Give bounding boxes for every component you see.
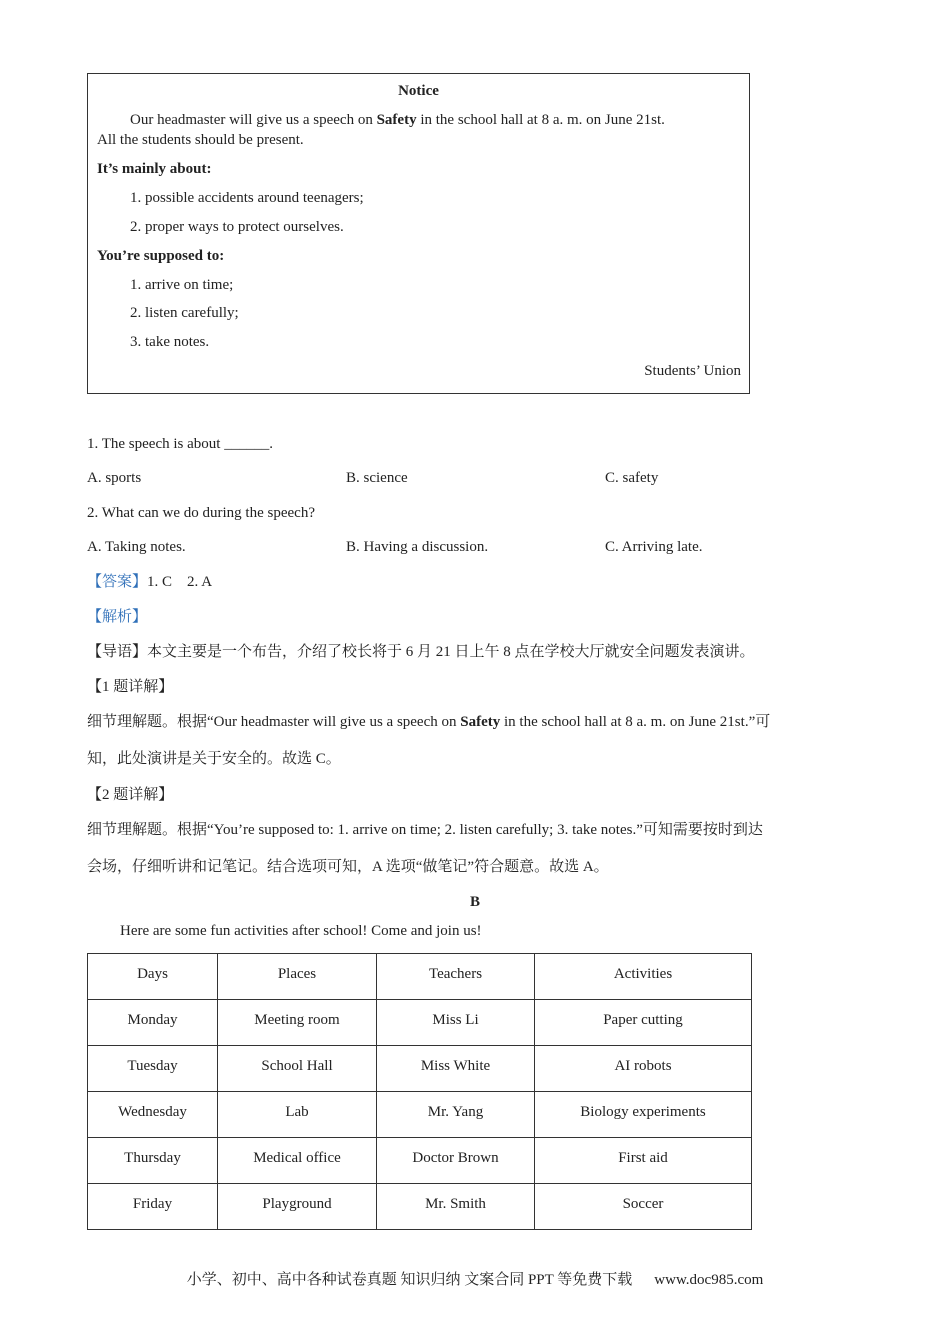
table-cell: Paper cutting (535, 1000, 752, 1046)
question-2-option-a: A. Taking notes. (87, 539, 186, 555)
analysis-label: 【解析】 (87, 609, 148, 625)
q1-detail-bold: Safety (460, 714, 501, 730)
q1-detail-text: 细节理解题。根据“Our headmaster will give us a speech on (87, 714, 461, 730)
notice-intro-bold: Safety (376, 112, 417, 128)
footer-site-link[interactable]: www.doc985.com (654, 1272, 764, 1288)
table-header-cell: Places (218, 954, 377, 1000)
table-cell: Mr. Yang (377, 1092, 535, 1138)
table-cell: First aid (535, 1138, 752, 1184)
table-cell: Soccer (535, 1184, 752, 1230)
notice-intro-text-end: in the school hall at 8 a. m. on June 21st. (416, 112, 665, 128)
table-cell: Thursday (88, 1138, 218, 1184)
table-row (88, 1046, 752, 1092)
q1-detail-line2: 知，此处演讲是关于安全的。故选 C。 (87, 751, 341, 767)
supposed-item: 2. listen carefully; (130, 305, 239, 321)
table-cell: Meeting room (218, 1000, 377, 1046)
notice-title: Notice (398, 83, 439, 99)
table-cell: Mr. Smith (377, 1184, 535, 1230)
table-cell: Doctor Brown (377, 1138, 535, 1184)
table-cell: AI robots (535, 1046, 752, 1092)
question-2-stem: 2. What can we do during the speech? (87, 505, 315, 521)
table-cell: Lab (218, 1092, 377, 1138)
answer-line (87, 572, 212, 592)
table-cell: Tuesday (88, 1046, 218, 1092)
q2-heading: 【2 题详解】 (87, 787, 174, 803)
supposed-item: 3. take notes. (130, 334, 210, 350)
table-header-cell: Activities (535, 954, 752, 1000)
q2-detail-line1: 细节理解题。根据“You’re supposed to: 1. arrive on time; 2. listen carefully; 3. take notes.”可知需要按时到达 (87, 822, 763, 838)
table-row (88, 1184, 752, 1230)
about-heading: It’s mainly about: (97, 161, 212, 177)
answer-text: 1. C 2. A (147, 574, 213, 590)
table-header-cell: Teachers (377, 954, 535, 1000)
guide-text: 【导语】本文主要是一个布告，介绍了校长将于 6 月 21 日上午 8 点在学校大厅就安全问题发表演讲。 (87, 644, 755, 660)
table-header-row (88, 954, 752, 1000)
table-row (88, 1138, 752, 1184)
table-cell: Medical office (218, 1138, 377, 1184)
page-footer (0, 1268, 950, 1289)
question-1-option-b: B. science (346, 470, 408, 486)
table-row (88, 1000, 752, 1046)
question-1-stem: 1. The speech is about ______. (87, 436, 273, 452)
notice-intro-line2: All the students should be present. (97, 132, 304, 148)
table-header-cell: Days (88, 954, 218, 1000)
notice-signature: Students’ Union (644, 363, 741, 379)
notice-intro-text: Our headmaster will give us a speech on (130, 112, 377, 128)
activities-table (87, 953, 752, 1230)
table-cell: Biology experiments (535, 1092, 752, 1138)
notice-intro (130, 110, 665, 130)
q1-heading: 【1 题详解】 (87, 679, 174, 695)
q1-detail-text-end: in the school hall at 8 a. m. on June 21st.”可 (500, 714, 771, 730)
question-1-option-a: A. sports (87, 470, 142, 486)
notice-box (87, 73, 750, 394)
table-cell: School Hall (218, 1046, 377, 1092)
about-item: 2. proper ways to protect ourselves. (130, 219, 344, 235)
table-row (88, 1092, 752, 1138)
section-b-intro: Here are some fun activities after school! Come and join us! (120, 923, 482, 939)
q1-detail-line1 (87, 712, 770, 732)
supposed-heading: You’re supposed to: (97, 248, 225, 264)
table-cell: Playground (218, 1184, 377, 1230)
table-cell: Miss White (377, 1046, 535, 1092)
answer-label: 【答案】 (87, 574, 148, 590)
question-2-option-b: B. Having a discussion. (346, 539, 489, 555)
footer-text: 小学、初中、高中各种试卷真题 知识归纳 文案合同 PPT 等免费下载 (186, 1272, 633, 1288)
question-2-option-c: C. Arriving late. (605, 539, 703, 555)
about-item: 1. possible accidents around teenagers; (130, 190, 364, 206)
table-cell: Wednesday (88, 1092, 218, 1138)
supposed-item: 1. arrive on time; (130, 277, 234, 293)
table-cell: Monday (88, 1000, 218, 1046)
table-cell: Miss Li (377, 1000, 535, 1046)
q2-detail-line2: 会场，仔细听讲和记笔记。结合选项可知，A 选项“做笔记”符合题意。故选 A。 (87, 859, 609, 875)
question-1-option-c: C. safety (605, 470, 659, 486)
table-cell: Friday (88, 1184, 218, 1230)
section-b-letter: B (469, 894, 480, 910)
